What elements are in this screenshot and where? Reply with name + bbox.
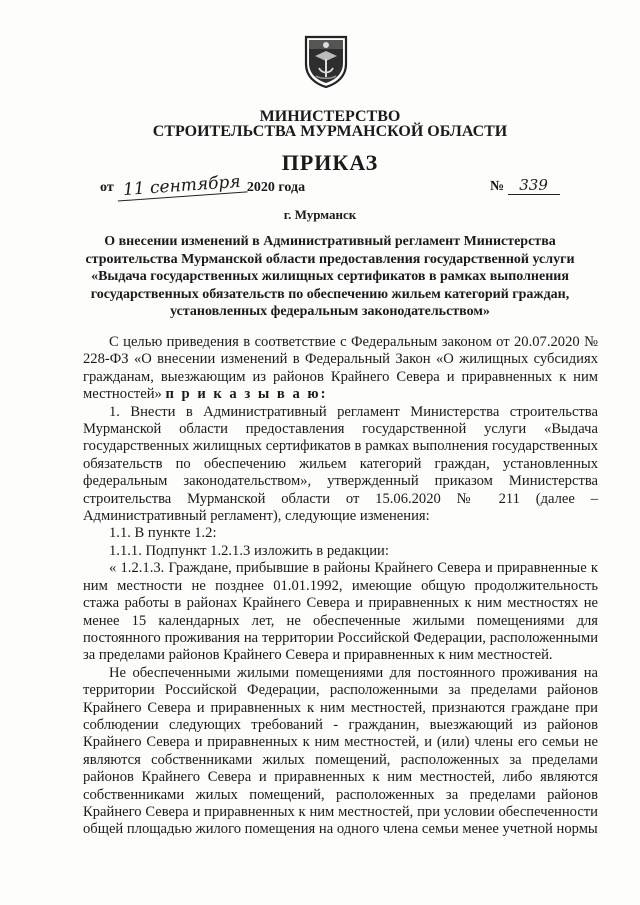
murmansk-region-coat-of-arms-icon	[303, 34, 349, 88]
date-prefix: от	[100, 180, 114, 195]
preamble-paragraph	[83, 334, 598, 404]
paragraph: 1. Внести в Административный регламент Министерства строительства Мурманской области предоставления государственной услуги «Выдача государственных жилищных сертификатов в рамках выполнения государственных обязательств по обеспечению жильем категорий граждан, установленных федеральным законодательством», утвержденный приказом Министерства строительства Мурманской области от 15.06.2020 № 211 (далее – Административный регламент), следующие изменения:	[83, 403, 598, 525]
city-name: г. Мурманск	[283, 207, 357, 222]
paragraph: « 1.2.1.3. Граждане, прибывшие в районы Крайнего Севера и приравненные к ним местности не позднее 01.01.1992, имеющие общую продолжительность стажа работы в районах Крайнего Севера и приравненных к ним местностях не менее 15 календарных лет, не обеспеченные жилыми помещениями для постоянного проживания на территории Российской Федерации, расположенными за пределами районов Крайнего Севера и приравненных к ним местностей.	[83, 560, 598, 664]
paragraph: Не обеспеченными жилыми помещениями для постоянного проживания на территории Российской Федерации, расположенными за пределами районов Крайнего Севера и приравненных к ним местностей, признаются граждане при соблюдении следующих требований - гражданин, выезжающий из районов Крайнего Севера и приравненных к ним местностей, и (или) члены его семьи не являются собственниками жилых помещений, расположенных за пределами районов Крайнего Севера и приравненных к ним местностей, либо являются собственниками жилых помещений, расположенных за пределами районов Крайнего Севера и приравненных к ним местностей, при условии обеспеченности общей площадью жилого помещения на одного члена семьи менее учетной нормы	[83, 664, 598, 838]
ministry-name-line1: МИНИСТЕРСТВО	[259, 108, 401, 125]
paragraph: 1.1. В пункте 1.2:	[109, 525, 217, 542]
handwritten-date: 11 сентября	[117, 172, 248, 202]
order-number	[490, 176, 560, 195]
number-prefix: №	[490, 179, 505, 194]
subject-line: О внесении изменений в Административный регламент Министерства	[104, 234, 556, 249]
order-body	[83, 334, 598, 839]
paragraph: 1.1.1. Подпункт 1.2.1.3 изложить в редакции:	[109, 542, 389, 559]
order-subject	[60, 233, 600, 321]
handwritten-number: 339	[508, 176, 560, 195]
document-type-title: ПРИКАЗ	[281, 150, 379, 175]
subject-line: строительства Мурманской области предоставления государственной услуги	[85, 251, 575, 267]
preamble-text: С целью приведения в соответствие с Федеральным законом от 20.07.2020 № 228-ФЗ «О внесении изменений в Федеральный Закон «О жилищных субсидиях гражданам, выезжающим из районов Крайнего Севера и приравненных к ним местностей»	[83, 334, 598, 403]
order-date	[100, 171, 306, 201]
subject-line: «Выдача государственных жилищных сертификатов в рамках выполнения	[91, 269, 569, 284]
order-command: п р и к а з ы в а ю:	[165, 386, 328, 403]
subject-line: государственных обязательств по обеспечению жильем категорий граждан,	[90, 286, 570, 302]
ministry-name-line2: СТРОИТЕЛЬСТВА МУРМАНСКОЙ ОБЛАСТИ	[152, 123, 508, 140]
date-suffix: 2020 года	[246, 180, 306, 195]
subject-line: установленных федеральным законодательством»	[170, 304, 490, 319]
